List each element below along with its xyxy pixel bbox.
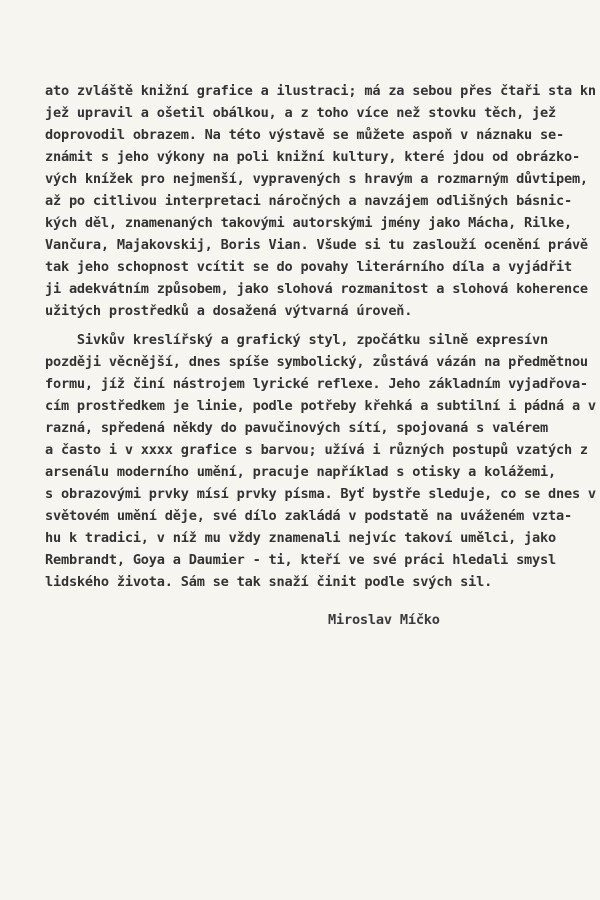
text-line: až po citlivou interpretaci náročných a navzájem odlišných básnic- — [45, 193, 572, 209]
text-line: užitých prostředků a dosažená výtvarná úroveň. — [45, 303, 413, 319]
text-line: ji adekvátním způsobem, jako slohová rozmanitost a slohová koherence — [45, 281, 588, 297]
author-signature: Miroslav Míčko — [328, 612, 440, 628]
text-line: s obrazovými prvky mísí prvky písma. Byť bystře sleduje, co se dnes v — [45, 486, 596, 502]
text-line: Sivkův kreslířský a grafický styl, zpočátku silně expresívn — [45, 332, 549, 348]
text-line: vých knížek pro nejmenší, vypravených s hravým a rozmarným důvtipem, — [45, 171, 588, 187]
text-line: světovém umění děje, své dílo zakládá v podstatě na uváženém vzta- — [45, 508, 572, 524]
text-line: lidského života. Sám se tak snaží činit podle svých sil. — [45, 574, 493, 590]
text-line: Rembrandt, Goya a Daumier - ti, kteří ve své práci hledali smysl — [45, 552, 556, 568]
text-line: arsenálu moderního umění, pracuje například s otisky a kolážemi, — [45, 464, 556, 480]
text-line: kých děl, znamenaných takovými autorskými jmény jako Mácha, Rilke, — [45, 215, 572, 231]
text-line: ato zvláště knižní grafice a ilustraci; má za sebou přes čtaři sta kn — [45, 83, 596, 99]
text-line: známit s jeho výkony na poli knižní kultury, které jdou od obrázko- — [45, 149, 580, 165]
text-line: jež upravil a ošetil obálkou, a z toho více než stovku těch, jež — [45, 105, 556, 121]
text-line: formu, jíž činí nástrojem lyrické reflexe. Jeho základním vyjadřova- — [45, 376, 588, 392]
text-line: a často i v xxxx grafice s barvou; užívá i různých postupů vzatých z — [45, 442, 588, 458]
text-line: tak jeho schopnost vcítit se do povahy literárního díla a vyjádřit — [45, 259, 572, 275]
text-line: razná, spředená někdy do pavučinových sítí, spojovaná s valérem — [45, 420, 549, 436]
text-line: cím prostředkem je linie, podle potřeby křehká a subtilní i pádná a v — [45, 398, 596, 414]
text-line: doprovodil obrazem. Na této výstavě se můžete aspoň v náznaku se- — [45, 127, 564, 143]
text-line: hu k tradici, v níž mu vždy znamenali nejvíc takoví umělci, jako — [45, 530, 556, 546]
text-line: později věcnější, dnes spíše symbolický, zůstává vázán na předmětnou — [45, 354, 588, 370]
text-line: Vančura, Majakovskij, Boris Vian. Všude si tu zaslouží ocenění právě — [45, 237, 588, 253]
